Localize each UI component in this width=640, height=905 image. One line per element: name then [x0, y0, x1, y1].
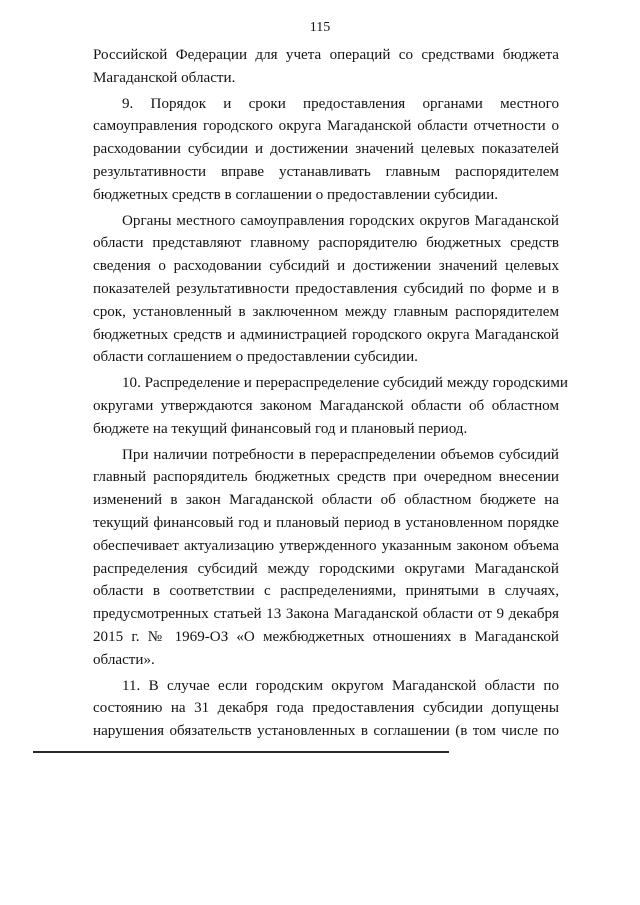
- text-line: самоуправления городского округа Магаданской области отчетности о: [93, 118, 559, 135]
- text-line: главный распорядитель бюджетных средств при очередном внесении: [93, 469, 559, 486]
- text-line: 10. Распределение и перераспределение субсидий между городскими: [122, 375, 569, 392]
- page-number: 115: [309, 20, 331, 35]
- text-line: При наличии потребности в перераспределении объемов субсидий: [122, 446, 559, 463]
- text-line: округами утверждаются законом Магаданской области об областном: [93, 397, 559, 414]
- text-line: результативности вправе устанавливать главным распорядителем: [93, 163, 559, 180]
- text-line: сведения о расходовании субсидий и достижении значений целевых: [93, 258, 559, 275]
- footnote-divider: [33, 751, 449, 753]
- text-line: состоянию на 31 декабря года предоставления субсидии допущены: [93, 700, 559, 717]
- text-line: области соглашением о предоставлении субсидии.: [93, 349, 418, 366]
- text-line: обеспечивает актуализацию утвержденного указанным законом объема: [93, 537, 559, 554]
- text-line: срок, установленный в заключенном между главным распорядителем: [93, 303, 559, 320]
- text-line: Органы местного самоуправления городских округов Магаданской: [122, 212, 559, 229]
- text-line: области».: [93, 651, 155, 668]
- text-line: области в соответствии с распределениями, принятыми в случаях,: [93, 583, 559, 600]
- text-line: 9. Порядок и сроки предоставления органами местного: [122, 95, 559, 112]
- text-line: бюджетных средств и администрацией городского округа Магаданской: [93, 326, 559, 343]
- text-line: бюджетных средств в соглашении о предоставлении субсидии.: [93, 186, 498, 203]
- text-line: Магаданской области.: [93, 69, 236, 86]
- text-line: 2015 г. № 1969-ОЗ «О межбюджетных отношениях в Магаданской: [93, 628, 559, 645]
- text-line: распределения субсидий между городскими округами Магаданской: [93, 560, 559, 577]
- text-line: текущий финансовый год и плановый период в установленном порядке: [93, 514, 559, 531]
- text-line: расходовании субсидии и достижении значений целевых показателей: [93, 141, 559, 158]
- text-line: нарушения обязательств установленных в соглашении (в том числе по: [93, 723, 559, 740]
- text-line: предусмотренных статьей 13 Закона Магаданской области от 9 декабря: [93, 606, 559, 623]
- text-line: показателей результативности предоставления субсидий по форме и в: [93, 280, 559, 297]
- text-line: изменений в закон Магаданской области об областном бюджете на: [93, 492, 559, 509]
- document-body: [93, 44, 569, 743]
- text-line: бюджете на текущий финансовый год и плановый период.: [93, 420, 468, 437]
- text-line: области представляют главному распорядителю бюджетных средств: [93, 235, 559, 252]
- text-line: Российской Федерации для учета операций со средствами бюджета: [93, 47, 559, 63]
- text-line: 11. В случае если городским округом Магаданской области по: [122, 677, 559, 694]
